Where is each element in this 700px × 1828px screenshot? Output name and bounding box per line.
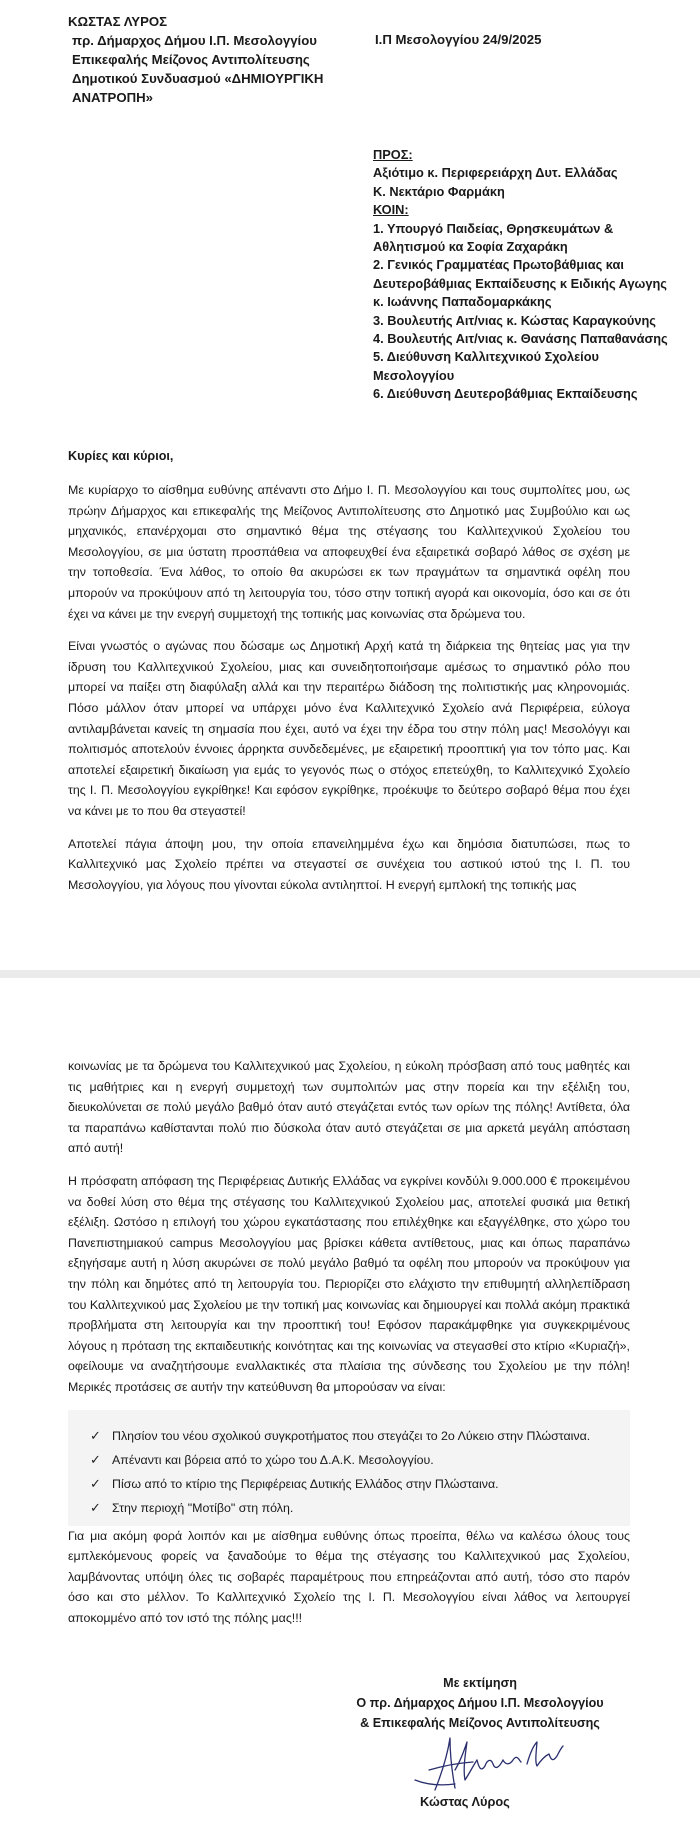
to-label: ΠΡΟΣ: xyxy=(373,147,413,162)
signer-name: Κώστας Λύρος xyxy=(420,1794,510,1809)
to-line: Κ. Νεκτάριο Φαρμάκη xyxy=(373,183,505,199)
sender-line: πρ. Δήμαρχος Δήμου Ι.Π. Μεσολογγίου xyxy=(72,33,317,48)
body-paragraph: Είναι γνωστός ο αγώνας που δώσαμε ως Δημοτική Αρχή κατά τη διάρκεια της θητείας μας για την ίδρυση του Καλλιτεχνικού Σχολείου, μιας και συνειδητοποιήσαμε αμέσως το σημαντικό ρόλο που μπορεί να παίξει στη διαφύλαξη αλλά και την περαιτέρω διάδοση της πολιτιστικής μας κληρονομιάς. Πόσο μάλλον όταν μπορεί να υπάρχει μόνο ένα Καλλιτεχνικό Σχολείο ανά Περιφέρεια, εύλογα αντιλαμβάνεται κανείς τη σημασία που έχει, αυτό να έχει την έδρα του στην πόλη μας! Μεσολόγγι και πολιτισμός αποτελούν έννοιες άρρηκτα συνδεδεμένες, με εξαιρετική προοπτική για τον τόπο μας. Και αποτελεί εξαιρετική δικαίωση για εμάς το γεγονός πως ο στόχος επετεύχθη, το Καλλιτεχνικό Σχολείο της Ι. Π. Μεσολογγίου εγκρίθηκε! Και εφόσον εγκρίθηκε, προέκυψε το δεύτερο σοβαρό θέμα που έχει να κάνει με το που θα στεγαστεί! xyxy=(68,639,630,818)
suggestions-list xyxy=(68,1410,630,1526)
closing-line: & Επικεφαλής Μείζονος Αντιπολίτευσης xyxy=(360,1716,600,1730)
letter-page-2 xyxy=(0,978,700,1828)
cc-item: 4. Βουλευτής Αιτ/νιας κ. Θανάσης Παπαθανάσης xyxy=(373,331,668,347)
handwritten-signature xyxy=(395,1730,575,1795)
sender-name: ΚΩΣΤΑΣ ΛΥΡΟΣ xyxy=(68,14,168,29)
checkmark-icon: ✓ xyxy=(90,1499,101,1515)
checkmark-icon: ✓ xyxy=(90,1427,101,1443)
body-paragraph: κοινωνίας με τα δρώμενα του Καλλιτεχνικού μας Σχολείου, η εύκολη πρόσβαση από τους μαθητές και τις μαθήτριες και η ενεργή συμμετοχή των συμπολιτών μας στην πορεία και την εξέλιξη του, διευκολύνεται σε πολύ μεγάλο βαθμό όταν αυτό στεγάζεται εντός των ορίων της πόλης! Αντίθετα, όλα τα παραπάνω καθίστανται πολύ πιο δύσκολα όταν αυτό στεγάζεται σε μια αρκετά μεγάλη απόσταση από αυτή! xyxy=(68,1059,630,1156)
cc-label: ΚΟΙΝ: xyxy=(373,202,409,218)
list-item xyxy=(90,1424,630,1448)
to-line: Αξιότιμο κ. Περιφερειάρχη Δυτ. Ελλάδας xyxy=(373,165,618,181)
checkmark-icon: ✓ xyxy=(90,1451,101,1467)
letter-body-page-1 xyxy=(68,480,630,907)
place-date: Ι.Π Μεσολογγίου 24/9/2025 xyxy=(375,32,542,47)
sender-line: ΑΝΑΤΡΟΠΗ» xyxy=(72,90,153,105)
recipients-block xyxy=(373,146,673,404)
closing-line: Ο πρ. Δήμαρχος Δήμου Ι.Π. Μεσολογγίου xyxy=(356,1696,604,1710)
cc-item: 5. Διεύθυνση Καλλιτεχνικού Σχολείου Μεσολογγίου xyxy=(373,349,600,383)
body-paragraph: Η πρόσφατη απόφαση της Περιφέρειας Δυτικής Ελλάδας να εγκρίνει κονδύλι 9.000.000 € προκειμένου να δοθεί λύση στο θέμα της στέγασης του Καλλιτεχνικού Σχολείου μας, αποτελεί φυσικά μια θετική εξέλιξη. Ωστόσο η επιλογή του χώρου εγκατάστασης που επιλέχθηκε και εξαγγέλθηκε, στο χώρο του Πανεπιστημιακού campus Μεσολογγίου μας βρίσκει κάθετα αντίθετους, μιας και όπως παραπάνω εξηγήσαμε αυτή η λύση ακυρώνει σε πολύ μεγάλο βαθμό τα οφέλη που μπορούν να προκύψουν για την πόλη και δημότες από τη λειτουργία του. Περιορίζει στο ελάχιστο την επιθυμητή αλληλεπίδραση του Καλλιτεχνικού μας Σχολείου με την τοπική μας κοινωνίας και δημιουργεί και πολλά ακόμη πρακτικά προβλήματα στη λειτουργία και την προοπτική του! Εφόσον παρακάμφθηκε για συγκεκριμένους λόγους η πρόταση της εκπαιδευτικής κοινότητας και της κοινωνίας να στεγασθεί στο κτίριο «Κυριαζή», οφείλουμε να αναζητήσουμε εναλλακτικές στα πλαίσια της σύνδεσης του Σχολείου με την πόλη! Μερικές προτάσεις σε αυτήν την κατεύθυνση θα μπορούσαν να είναι: xyxy=(68,1173,630,1394)
closing-line: Με εκτίμηση xyxy=(443,1676,517,1690)
suggestion-text: Πλησίον του νέου σχολικού συγκροτήματος που στεγάζει το 2ο Λύκειο στην Πλώσταινα. xyxy=(112,1428,591,1443)
list-item xyxy=(90,1496,630,1520)
closing-block xyxy=(320,1673,640,1733)
cc-item: 2. Γενικός Γραμματέας Πρωτοβάθμιας και Δευτεροβάθμιας Εκπαίδευσης κ Ειδικής Αγωγης κ. Ιωάννης Παπαδομαρκάκης xyxy=(373,257,667,310)
body-paragraph: Αποτελεί πάγια άποψη μου, την οποία επανειλημμένα έχω και δημόσια διατυπώσει, πως το Καλλιτεχνικό μας Σχολείο πρέπει να στεγαστεί σε συνέχεια του αστικού ιστού της Ι. Π. του Μεσολογγίου, για λόγους που γίνονται εύκολα αντιληπτοί. Η ενεργή εμπλοκή της τοπικής μας xyxy=(68,836,630,892)
cc-item: 6. Διεύθυνση Δευτεροβάθμιας Εκπαίδευσης xyxy=(373,386,638,402)
list-item xyxy=(90,1448,630,1472)
salutation: Κυρίες και κύριοι, xyxy=(68,449,174,463)
body-paragraph: Με κυρίαρχο το αίσθημα ευθύνης απέναντι στο Δήμο Ι. Π. Μεσολογγίου και τους συμπολίτες μου, ως πρώην Δήμαρχος και επικεφαλής της Μείζονος Αντιπολίτευσης στο Δημοτικό μας Συμβούλιο και ως μηχανικός, επανέρχομαι στο σημαντικό θέμα της στέγασης του Καλλιτεχνικού Σχολείου του Μεσολογγίου, σε μια ύστατη προσπάθεια να αποφευχθεί ένα εξαιρετικά σοβαρό λάθος σε σχέση με την τοποθεσία. Ένα λάθος, το οποίο θα ακυρώσει εκ των πραγμάτων τα σημαντικά οφέλη που μπορούν να προκύψουν από τη λειτουργία του, τόσο στην τοπική αγορά και οικονομία, όσο και σε ότι έχει να κάνει με την ενεργή συμμετοχή της τοπικής μας κοινωνίας στα δρώμενα του. xyxy=(68,483,630,621)
suggestion-text: Απέναντι και βόρεια από το χώρο του Δ.Α.Κ. Μεσολογγίου. xyxy=(112,1452,434,1467)
sender-block xyxy=(68,12,368,107)
checkmark-icon: ✓ xyxy=(90,1475,101,1491)
suggestion-text: Πίσω από το κτίριο της Περιφέρειας Δυτικής Ελλάδος στην Πλώσταινα. xyxy=(112,1476,499,1491)
sender-line: Επικεφαλής Μείζονος Αντιπολίτευσης xyxy=(72,52,310,67)
sender-line: Δημοτικού Συνδυασμού «ΔΗΜΙΟΥΡΓΙΚΗ xyxy=(72,71,324,86)
suggestion-text: Στην περιοχή "Μοτίβο" στη πόλη. xyxy=(112,1500,294,1515)
list-item xyxy=(90,1472,630,1496)
letter-body-page-2 xyxy=(68,1056,630,1640)
cc-item: 1. Υπουργό Παιδείας, Θρησκευμάτων & Αθλητισμού κα Σοφία Ζαχαράκη xyxy=(373,220,614,255)
closing-paragraph: Για μια ακόμη φορά λοιπόν και με αίσθημα ευθύνης όπως προείπα, θέλω να καλέσω όλους τους εμπλεκόμενους φορείς να ξαναδούμε το θέμα της στέγασης του Καλλιτεχνικού μας Σχολείου, λαμβάνοντας υπόψη όλες τις σοβαρές παραμέτρους που επηρεάζονται από αυτή, τόσο στο παρόν όσο και στο μέλλον. Το Καλλιτεχνικό Σχολείο της Ι. Π. Μεσολογγίου είναι λάθος να λειτουργεί αποκομμένο από τον ιστό της πόλης μας!!! xyxy=(68,1528,630,1625)
cc-item: 3. Βουλευτής Αιτ/νιας κ. Κώστας Καραγκούνης xyxy=(373,312,656,328)
